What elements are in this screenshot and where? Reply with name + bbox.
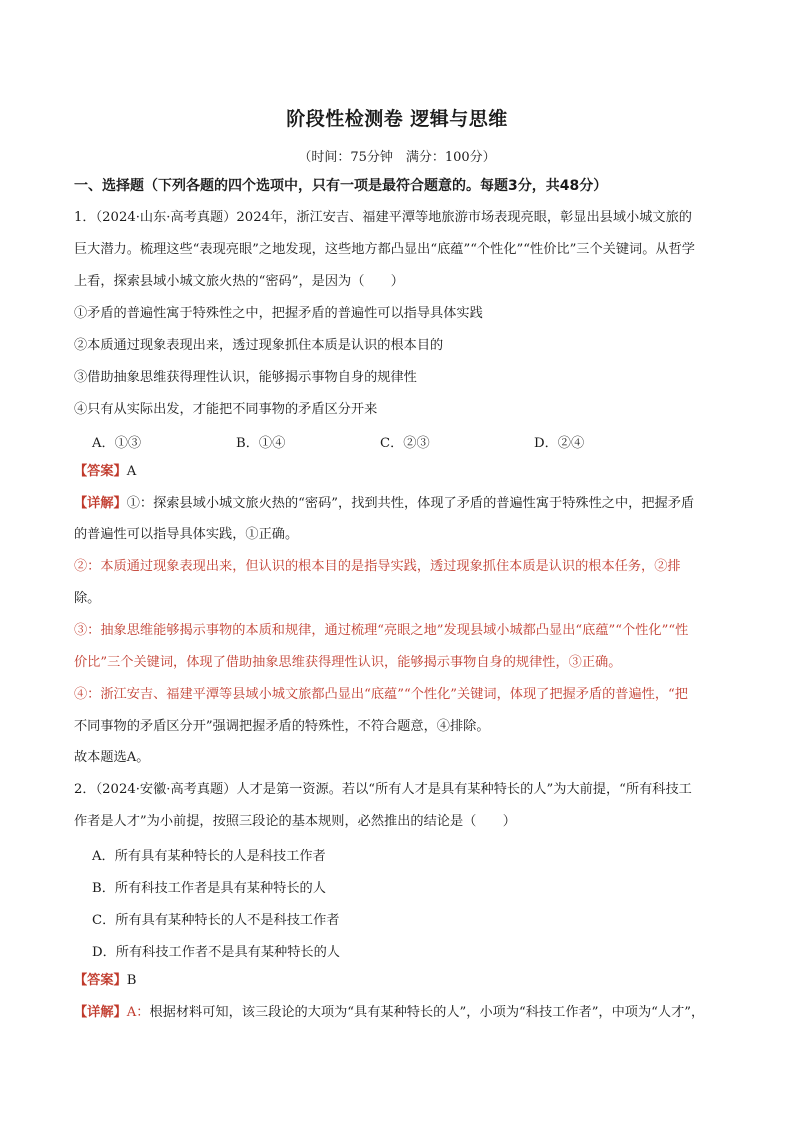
q2-option-b: B．所有科技工作者是具有某种特长的人 (92, 881, 326, 896)
q1-conclusion: 故本题选A。 (74, 750, 150, 765)
answer-value: A (126, 464, 137, 479)
q2-option-d: D．所有科技工作者不是具有某种特长的人 (92, 945, 340, 960)
q1-statement-1: ①矛盾的普遍性寓于特殊性之中，把握矛盾的普遍性可以指导具体实践 (74, 306, 483, 321)
q2-option-c: C．所有具有某种特长的人不是科技工作者 (92, 913, 340, 928)
answer-value: B (126, 973, 137, 988)
q1-statement-4: ④只有从实际出发，才能把不同事物的矛盾区分开来 (74, 402, 378, 417)
answer-tag: 【答案】 (74, 973, 127, 988)
q1-detail-line-2: 的普遍性可以指导具体实践，①正确。 (74, 527, 299, 542)
q2-stem-line-1: 2．（2024·安徽·高考真题）人才是第一资源。若以“所有人才是具有某种特长的人”为大前提，“所有科技工 (74, 782, 692, 797)
q1-stem-line-1: 1．（2024·山东·高考真题）2024年，浙江安吉、福建平潭等地旅游市场表现亮眼，彰显出县域小城文旅的 (74, 210, 692, 225)
q1-option-c: C．②③ (380, 436, 430, 451)
q1-red-line-3: ③：抽象思维能够揭示事物的本质和规律，通过梳理“亮眼之地”发现县域小城都凸显出“底蕴”“个性化”“性 (74, 623, 689, 638)
q2-option-a: A．所有具有某种特长的人是科技工作者 (92, 849, 326, 864)
q1-option-a: A．①③ (92, 436, 142, 451)
answer-tag: 【答案】 (74, 464, 127, 479)
detail-text: ①：探索县域小城文旅火热的“密码”，找到共性，体现了矛盾的普遍性寓于特殊性之中，把握矛盾 (126, 496, 695, 511)
detail-tag: 【详解】 (74, 496, 127, 511)
q1-option-b: B．①④ (236, 436, 286, 451)
detail-prefix: A： (126, 1005, 150, 1020)
q1-red-line-5: ④：浙江安吉、福建平潭等县域小城文旅都凸显出“底蕴”“个性化”关键词，体现了把握矛盾的普遍性，“把 (74, 687, 688, 702)
q1-red-line-2: 除。 (74, 591, 101, 606)
q1-red-line-6: 不同事物的矛盾区分开”强调把握矛盾的特殊性，不符合题意，④排除。 (74, 719, 490, 734)
q2-detail-line-1 (74, 1004, 704, 1022)
q1-statement-2: ②本质通过现象表现出来，透过现象抓住本质是认识的根本目的 (74, 338, 444, 353)
page-title: 阶段性检测卷 逻辑与思维 (286, 108, 508, 130)
exam-info: （时间：75分钟 满分：100分） (298, 150, 496, 165)
detail-tag: 【详解】 (74, 1005, 127, 1020)
q1-red-line-1: ②：本质通过现象表现出来，但认识的根本目的是指导实践，透过现象抓住本质是认识的根本任务，②排 (74, 559, 681, 574)
q1-answer (74, 463, 136, 481)
q1-statement-3: ③借助抽象思维获得理性认识，能够揭示事物自身的规律性 (74, 370, 417, 385)
q2-answer (74, 972, 136, 990)
q1-option-d: D．②④ (534, 436, 585, 451)
q1-stem-line-3: 上看，探索县域小城文旅火热的“密码”，是因为（ ） (74, 274, 404, 289)
q1-red-line-4: 价比”三个关键词，体现了借助抽象思维获得理性认识，能够揭示事物自身的规律性，③正确。 (74, 655, 622, 670)
section-heading: 一、选择题（下列各题的四个选项中，只有一项是最符合题意的。每题3分，共48分） (74, 178, 608, 194)
detail-text: 根据材料可知，该三段论的大项为“具有某种特长的人”，小项为“科技工作者”，中项为“人才”， (149, 1005, 705, 1020)
q1-detail-line-1 (74, 495, 694, 513)
q1-stem-line-2: 巨大潜力。梳理这些“表现亮眼”之地发现，这些地方都凸显出“底蕴”“个性化”“性价比”三个关键词。从哲学 (74, 242, 695, 257)
q2-stem-line-2: 作者是人才”为小前提，按照三段论的基本规则，必然推出的结论是（ ） (74, 814, 516, 829)
